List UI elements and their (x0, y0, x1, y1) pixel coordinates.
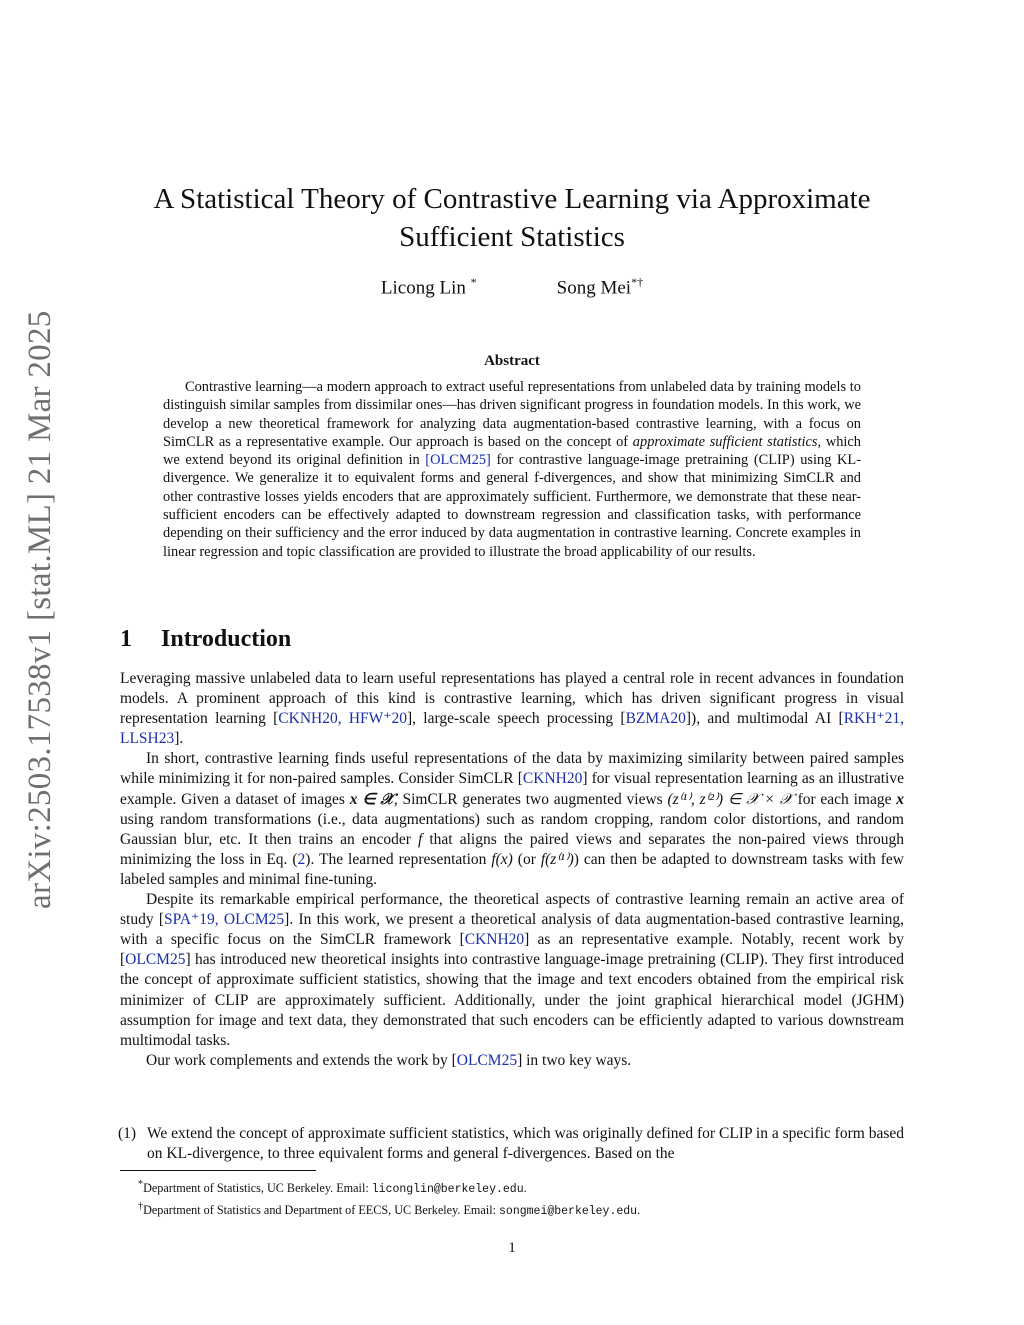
paper-title (120, 180, 904, 256)
author-2-mark: *† (631, 275, 644, 289)
math-expression: f (417, 830, 423, 848)
abstract-text-1: Contrastive learning—a modern approach to extract useful representations from unlabeled data by training models to distinguish similar samples from dissimilar ones—has driven significant progress in foundation models. In this work, we develop a new theoretical framework for analyzing data augmentation-based contrastive learning, with a focus on SimCLR as a representative example. Our approach is based on the concept of (163, 379, 861, 450)
text-span: for each image (792, 790, 897, 808)
text-span: Despite its remarkable empirical performance, the theoretical aspects of contrastive learning remain an active area of study [ (120, 891, 904, 929)
text-span: ]. (174, 730, 184, 748)
text-span: ] in two key ways. (517, 1051, 632, 1069)
section-heading (120, 626, 904, 653)
text-span: ]. In this work, we present a theoretical analysis of data augmentation-based contrastive learning, with a specific focus on the SimCLR framework [ (120, 911, 904, 949)
arxiv-identifier-watermark: arXiv:2503.17538v1 [stat.ML] 21 Mar 2025 (22, 310, 58, 910)
footnote-1-period: . (523, 1181, 527, 1196)
section-number: 1 (120, 626, 132, 652)
footnote-divider (120, 1170, 316, 1171)
author-1-name: Licong Lin (380, 277, 466, 299)
section-title: Introduction (161, 626, 292, 652)
citation-link[interactable]: CKNH20 (522, 770, 583, 788)
math-expression: x ∈ 𝒳 (349, 790, 394, 808)
abstract-emphasis: approximate sufficient statistics (632, 433, 818, 450)
text-span: ] as an representative example. Notably, recent work by [ (120, 931, 904, 969)
text-span: ) can then be adapted to downstream tasks with few labeled samples and minimal fine-tuning. (120, 850, 905, 888)
abstract-heading: Abstract (484, 353, 540, 369)
citation-link[interactable]: [OLCM25] (425, 452, 491, 469)
intro-paragraph-3 (120, 890, 904, 1051)
footnote-2-period: . (637, 1203, 641, 1218)
author-2 (557, 275, 643, 299)
author-list (0, 275, 1024, 299)
citation-link[interactable]: CKNH20 (464, 931, 525, 949)
footnotes (138, 1176, 904, 1220)
math-expression: (z⁽¹⁾, z⁽²⁾) ∈ 𝒳 × 𝒳 (667, 790, 793, 808)
footnote-2-text: Department of Statistics and Department of EECS, UC Berkeley. Email: (143, 1203, 500, 1218)
citation-link[interactable]: OLCM25 (456, 1051, 518, 1069)
list-item-text: We extend the concept of approximate sufficient statistics, which was originally defined for CLIP in a specific form based on KL-divergence, to three equivalent forms and general f-divergences. Based on the (147, 1125, 904, 1163)
citation-link[interactable]: SPA⁺19, OLCM25 (164, 911, 285, 929)
equation-link[interactable]: 2 (297, 850, 306, 868)
text-span: using random transformations (i.e., data augmentations) such as random cropping, random color distortions, and random Gaussian blur, etc. It then trains an encoder (120, 810, 904, 848)
text-span: Leveraging massive unlabeled data to learn useful representations has played a central role in recent advances in foundation models. A prominent approach of this kind is contrastive learning, which has driven significant progress in visual representation learning [ (120, 670, 904, 728)
abstract-text-2: , which we extend beyond its original definition in (163, 433, 861, 469)
author-2-name: Song Mei (556, 277, 632, 299)
text-span: , SimCLR generates two augmented views (393, 790, 668, 808)
footnote-1 (138, 1176, 904, 1198)
author-1-mark: * (470, 275, 477, 289)
math-expression: x (896, 790, 904, 808)
email-link[interactable]: songmei@berkeley.edu (499, 1205, 638, 1219)
intro-paragraph-1 (120, 669, 904, 749)
list-marker: (1) (118, 1125, 137, 1142)
text-span: In short, contrastive learning finds useful representations of the data by maximizing similarity between paired samples while minimizing it for non-paired samples. Consider SimCLR [ (120, 750, 904, 788)
text-span: ]), and multimodal AI [ (685, 710, 844, 728)
text-span: (or (512, 850, 541, 868)
math-expression: f(x) (491, 850, 513, 868)
title-line-1: A Statistical Theory of Contrastive Learning via Approximate (153, 183, 871, 215)
title-line-2: Sufficient Statistics (399, 221, 625, 253)
text-span: ] for visual representation learning as an illustrative example. Given a dataset of images (120, 770, 904, 808)
citation-link[interactable]: CKNH20, HFW⁺20 (278, 710, 407, 728)
abstract-body (163, 378, 861, 561)
text-span: ] has introduced new theoretical insights into contrastive language-image pretraining (CLIP). They first introduced the concept of approximate sufficient statistics, showing that the image and text encoders obtained from the empirical risk minimizer of CLIP are approximately sufficient. Additionally, under the joint graphical hierarchical model (JGHM) assumption for image and text data, they demonstrated that such encoders can be efficiently adapted to various downstream multimodal tasks. (120, 951, 904, 1049)
introduction-body (120, 669, 904, 1071)
text-span: ], large-scale speech processing [ (407, 710, 626, 728)
page-number: 1 (508, 1240, 516, 1256)
text-span: ). The learned representation (305, 850, 492, 868)
intro-paragraph-4 (120, 1051, 904, 1071)
text-span: that aligns the paired views and separates the non-paired views through minimizing the loss in Eq. ( (120, 830, 904, 868)
footnote-2-mark: † (138, 1201, 144, 1213)
footnote-1-text: Department of Statistics, UC Berkeley. Email: (143, 1181, 372, 1196)
citation-link[interactable]: RKH⁺21, LLSH23 (120, 710, 904, 748)
citation-link[interactable]: BZMA20 (625, 710, 686, 728)
citation-link[interactable]: OLCM25 (125, 951, 186, 969)
footnote-1-mark: * (138, 1179, 144, 1190)
text-span: Our work complements and extends the work by [ (146, 1051, 457, 1069)
math-expression: f(z⁽¹⁾) (540, 850, 574, 868)
contribution-list-item (118, 1124, 904, 1164)
email-link[interactable]: liconglin@berkeley.edu (371, 1183, 524, 1197)
footnote-2 (138, 1198, 904, 1220)
author-1 (381, 275, 477, 299)
abstract-text-3: for contrastive language-image pretraining (CLIP) using KL-divergence. We generalize it to equivalent forms and general f-divergences, and show that minimizing SimCLR and other contrastive losses yields encoders that are approximately sufficient. Furthermore, we demonstrate that these near-sufficient encoders can be effectively adapted to downstream regression and classification tasks, with performance depending on their sufficiency and the error induced by data augmentation in contrastive learning. Concrete examples in linear regression and topic classification are provided to illustrate the broad applicability of our results. (163, 452, 861, 560)
intro-paragraph-2 (120, 749, 904, 890)
